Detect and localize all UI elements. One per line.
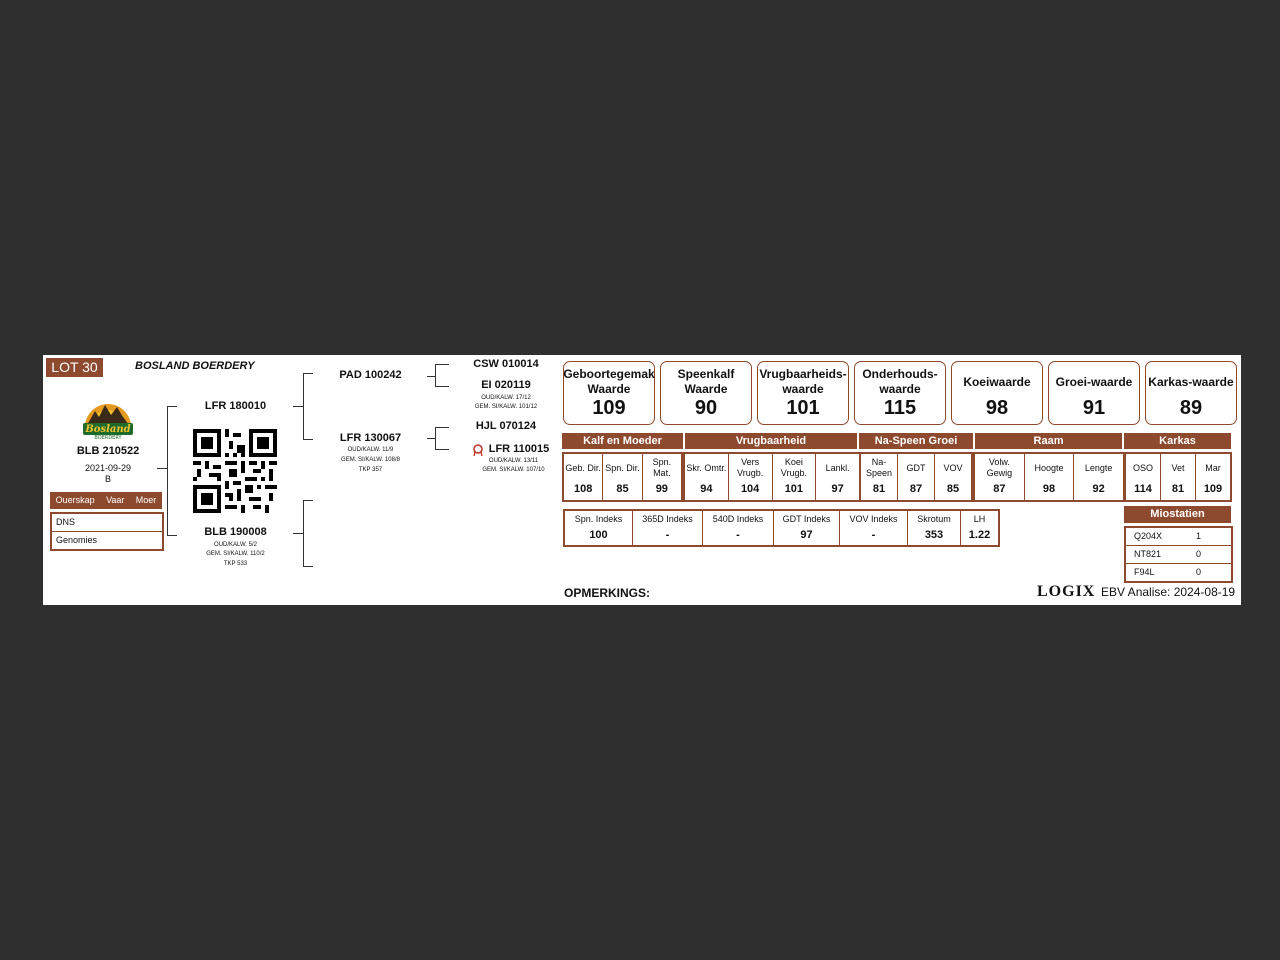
gene-count: 1: [1196, 531, 1202, 541]
trait-label: Vet: [1171, 462, 1185, 473]
index-cell: [960, 511, 998, 545]
ebv-label: Speenkalf Waarde: [677, 367, 735, 396]
group-header: Na-Speen Groei: [859, 433, 973, 449]
group-box: [683, 452, 861, 502]
remarks-label: OPMERKINGS:: [564, 586, 651, 600]
index-value: 353: [924, 529, 944, 541]
group-box: [562, 452, 683, 502]
index-label: 365D Indeks: [642, 514, 693, 524]
sire-dam-detail-3: TKP 357: [358, 467, 383, 473]
trait-cell: [815, 454, 859, 500]
trait-cell: [1024, 454, 1074, 500]
gene-count: 0: [1196, 549, 1202, 559]
sire-dam-detail-2: GEM. SI/KALW. 108/8: [341, 457, 400, 463]
dam-id: BLB 190008: [204, 526, 267, 538]
trait-label: OSO: [1132, 462, 1153, 473]
trait-cell: [1195, 454, 1230, 500]
trait-value: 81: [1171, 483, 1185, 495]
trait-cell: [728, 454, 772, 500]
tag-vaar: Vaar: [106, 495, 125, 505]
trait-label: Spn. Mat.: [652, 457, 672, 478]
index-label: Skrotum: [917, 514, 951, 524]
trait-value: 108: [573, 483, 593, 495]
trait-cell: [1160, 454, 1195, 500]
ebv-value: 91: [1082, 397, 1106, 419]
brand-logo: LOGIX: [1037, 583, 1096, 600]
group-header: Vrugbaarheid: [685, 433, 857, 449]
svg-text:BOERDERY: BOERDERY: [94, 435, 122, 441]
ebv-label: Karkas-waarde: [1148, 374, 1234, 389]
trait-value: 98: [1042, 483, 1056, 495]
miostatien-box: [1124, 526, 1233, 583]
index-cell: [632, 511, 702, 545]
sdd-detail-2: GEM. SI/KALW. 107/10: [482, 467, 545, 473]
trait-label: Lankl.: [825, 462, 850, 473]
animal-code: B: [104, 474, 111, 484]
ebv-label: Vrugbaarheids-waarde: [759, 367, 847, 396]
index-value: 1.22: [968, 529, 991, 541]
trait-label: Volw. Gewig: [986, 457, 1013, 478]
trait-cell: [934, 454, 971, 500]
group-box: [973, 452, 1125, 502]
sire-sire-id: PAD 100242: [339, 369, 402, 381]
trait-cell: [861, 454, 897, 500]
trait-value: 92: [1092, 483, 1105, 495]
trait-value: 109: [1203, 483, 1223, 495]
ebv-box: [951, 361, 1043, 425]
trait-value: 85: [616, 483, 629, 495]
trait-cell: [897, 454, 934, 500]
index-cell: [773, 511, 839, 545]
qr-code-icon: [193, 429, 277, 513]
trait-value: 101: [784, 483, 804, 495]
ebv-box: [660, 361, 752, 425]
trait-value: 87: [909, 483, 923, 495]
ebv-box: [1145, 361, 1237, 425]
trait-label: Skr. Omtr.: [686, 462, 727, 473]
trait-value: 85: [946, 483, 960, 495]
miostatien-header: Miostatien: [1124, 506, 1231, 523]
index-label: GDT Indeks: [782, 514, 831, 524]
gene-count: 0: [1196, 567, 1202, 577]
index-label: VOV Indeks: [849, 514, 898, 524]
ssd-id: EI 020119: [481, 379, 531, 391]
ebv-value: 98: [985, 397, 1009, 419]
group-header: Kalf en Moeder: [562, 433, 683, 449]
animal-id: BLB 210522: [76, 445, 140, 457]
index-value: -: [736, 529, 740, 541]
index-value: -: [871, 529, 876, 541]
ebv-value: 89: [1179, 397, 1203, 419]
trait-value: 97: [831, 483, 844, 495]
test-genomies: Genomies: [52, 531, 162, 549]
ssd-detail-2: GEM. SI/KALW. 101/12: [474, 404, 538, 410]
trait-value: 81: [872, 483, 886, 495]
trait-label: Na-Speen: [865, 457, 893, 478]
ebv-value: 115: [883, 397, 917, 419]
trait-value: 94: [700, 483, 713, 495]
trait-cell: [772, 454, 816, 500]
miostatien-row: [1126, 545, 1231, 563]
svg-text:Bosland: Bosland: [85, 424, 131, 435]
tag-moer: Moer: [135, 495, 157, 505]
sire-dam-detail-1: OUD/KALW. 11/9: [347, 447, 394, 453]
trait-label: Koei Vrugb.: [780, 457, 807, 478]
miostatien-row: [1126, 563, 1231, 581]
sds-id: HJL 070124: [475, 420, 537, 432]
trait-label: Hoogte: [1034, 462, 1064, 473]
ebv-label: Groei-waarde: [1055, 374, 1133, 389]
index-cell: [565, 511, 632, 545]
lot-card: [43, 355, 1241, 605]
farm-name: BOSLAND BOERDERY: [135, 360, 255, 372]
gene-name: NT821: [1134, 549, 1162, 559]
index-label: Spn. Indeks: [574, 514, 623, 524]
index-box: [563, 509, 1000, 547]
ebv-label: Onderhouds-waarde: [862, 367, 938, 396]
sire-id: LFR 180010: [204, 400, 267, 412]
ebv-value: 101: [786, 397, 820, 419]
analysis-date: EBV Analise: 2024-08-19: [1101, 585, 1236, 599]
index-cell: [907, 511, 960, 545]
sdd-id: LFR 110015: [488, 443, 550, 455]
group-box: [859, 452, 973, 502]
dam-detail-2: GEM. SI/KALW. 110/2: [206, 551, 265, 557]
trait-label: Lengte: [1084, 462, 1113, 473]
trait-value: 104: [740, 483, 760, 495]
ebv-label: Koeiwaarde: [963, 374, 1031, 389]
trait-label: Mar: [1205, 462, 1221, 473]
lot-badge: LOT 30: [46, 358, 103, 377]
miostatien-row: [1126, 528, 1231, 545]
sire-dam-id: LFR 130067: [339, 432, 402, 444]
ebv-value: 109: [592, 397, 626, 419]
trait-value: 114: [1134, 483, 1152, 495]
index-value: -: [665, 529, 670, 541]
trait-label: VOV: [943, 462, 963, 473]
animal-birth-date: 2021-09-29: [84, 463, 132, 473]
gene-name: F94L: [1134, 567, 1155, 577]
tests-box: [50, 512, 164, 551]
ebv-box: [563, 361, 655, 425]
ebv-value: 90: [694, 397, 718, 419]
trait-cell: [1126, 454, 1160, 500]
group-header: Raam: [975, 433, 1122, 449]
dam-detail-3: TKP 533: [223, 561, 248, 567]
trait-cell: [1073, 454, 1123, 500]
trait-label: Spn. Dir.: [605, 462, 640, 473]
index-value: 97: [800, 529, 813, 541]
ebv-box: [854, 361, 946, 425]
gene-name: Q204X: [1134, 531, 1163, 541]
sdd-detail-1: OUD/KALW. 13/11: [488, 458, 539, 464]
trait-value: 99: [655, 483, 668, 495]
trait-cell: [642, 454, 681, 500]
group-box: [1124, 452, 1232, 502]
ssd-detail-1: OUD/KALW. 17/12: [481, 395, 531, 401]
index-label: LH: [973, 514, 986, 524]
trait-cell: [975, 454, 1024, 500]
ebv-box: [757, 361, 849, 425]
parentage-bar: [50, 492, 162, 509]
dam-detail-1: OUD/KALW. 5/2: [214, 542, 257, 548]
index-label: 540D Indeks: [712, 514, 764, 524]
trait-cell: [685, 454, 728, 500]
trait-label: Vers Vrugb.: [737, 457, 764, 478]
ebv-label: Geboortegemak Waarde: [563, 367, 655, 396]
group-header: Karkas: [1124, 433, 1231, 449]
ebv-box: [1048, 361, 1140, 425]
trait-cell: [602, 454, 641, 500]
index-cell: [702, 511, 773, 545]
trait-label: Geb. Dir.: [565, 462, 601, 473]
trait-cell: [564, 454, 602, 500]
trait-label: GDT: [906, 462, 926, 473]
farm-logo-icon: [79, 387, 137, 441]
trait-value: 87: [993, 483, 1006, 495]
index-cell: [839, 511, 907, 545]
test-dns: DNS: [56, 517, 76, 527]
tag-ouerskap: Ouerskap: [55, 495, 95, 505]
sss-id: CSW 010014: [473, 358, 539, 370]
index-value: 100: [589, 529, 608, 541]
